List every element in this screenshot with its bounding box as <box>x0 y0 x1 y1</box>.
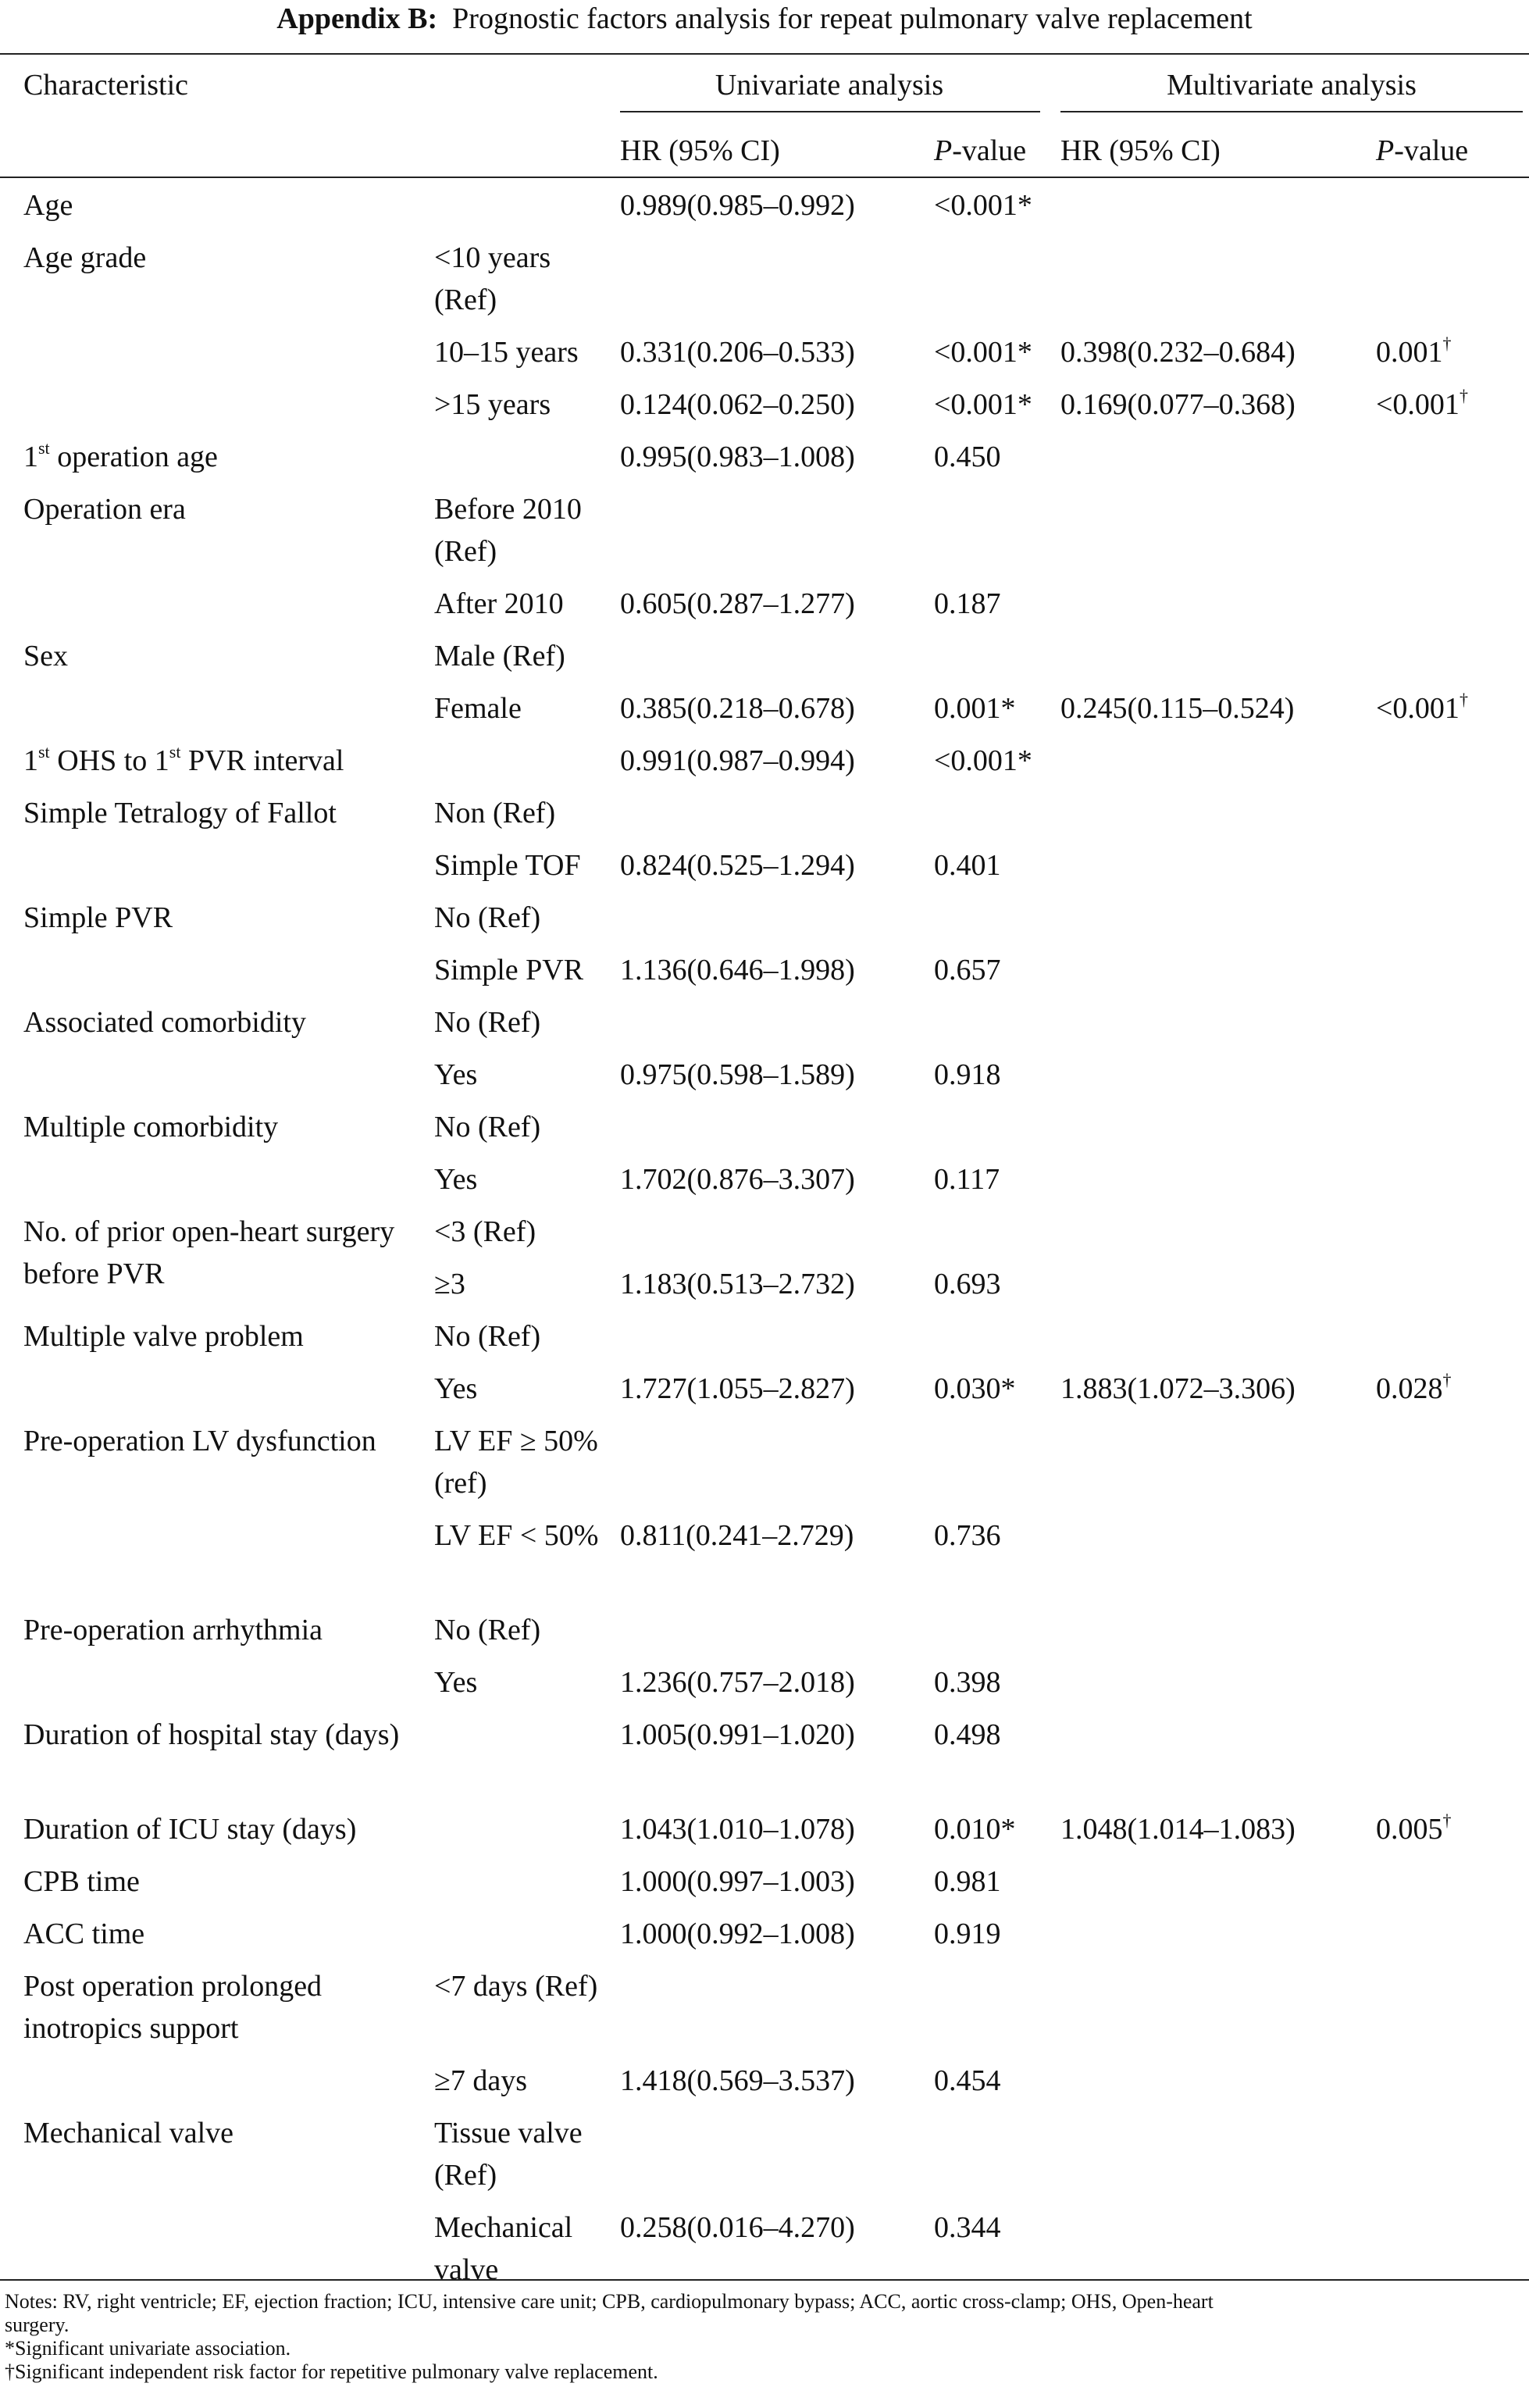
row-subgroup: No (Ref) <box>434 901 541 934</box>
row-multi-hr: 1.883(1.072–3.306) <box>1060 1372 1296 1405</box>
row-characteristic: Simple Tetralogy of Fallot <box>23 797 337 829</box>
row-subgroup: Yes <box>434 1163 478 1196</box>
row-subgroup: Simple PVR <box>434 954 584 986</box>
header-univariate: Univariate analysis <box>715 69 944 102</box>
multi-p-value: 0.005 <box>1376 1813 1443 1846</box>
characteristic-sup: st <box>169 742 181 762</box>
row-multi-hr: 1.048(1.014–1.083) <box>1060 1813 1296 1846</box>
header-multi-p-suffix: -value <box>1394 134 1469 167</box>
row-uni-p: 0.187 <box>934 587 1001 620</box>
row-uni-p: <0.001* <box>934 744 1032 777</box>
row-characteristic: Duration of hospital stay (days) <box>23 1718 400 1751</box>
row-uni-p: <0.001* <box>934 336 1032 369</box>
univariate-underline <box>620 111 1040 112</box>
table-title <box>0 2 1529 36</box>
note-line-3: *Significant univariate association. <box>5 2337 291 2360</box>
row-uni-p: 0.919 <box>934 1917 1001 1950</box>
row-uni-p: 0.693 <box>934 1268 1001 1300</box>
row-subgroup: Yes <box>434 1372 478 1405</box>
row-multi-p <box>1376 383 1468 426</box>
multi-p-value: 0.001 <box>1376 336 1443 369</box>
significance-dagger: † <box>1442 1370 1452 1390</box>
table-title-text: Prognostic factors analysis for repeat pulmonary valve replacement <box>452 2 1253 35</box>
row-characteristic: Duration of ICU stay (days) <box>23 1813 357 1846</box>
row-uni-p: 0.344 <box>934 2211 1001 2244</box>
row-multi-hr: 0.169(0.077–0.368) <box>1060 388 1296 421</box>
row-characteristic <box>23 740 429 782</box>
row-subgroup: No (Ref) <box>434 1320 541 1353</box>
row-characteristic: Pre-operation LV dysfunction <box>23 1425 376 1457</box>
row-characteristic: Sex <box>23 640 68 672</box>
row-subgroup: Yes <box>434 1666 478 1699</box>
header-multi-p-italic: P <box>1376 134 1395 167</box>
row-uni-hr: 1.043(1.010–1.078) <box>620 1813 855 1846</box>
row-subgroup: 10–15 years <box>434 336 579 369</box>
row-uni-hr: 0.975(0.598–1.589) <box>620 1058 855 1091</box>
characteristic-text: PVR interval <box>180 744 344 777</box>
row-subgroup: ≥3 <box>434 1268 465 1300</box>
row-uni-hr: 0.811(0.241–2.729) <box>620 1519 854 1552</box>
row-multi-p <box>1376 687 1468 730</box>
row-uni-hr: 0.124(0.062–0.250) <box>620 388 855 421</box>
row-uni-p: 0.010* <box>934 1813 1016 1846</box>
row-subgroup: ≥7 days <box>434 2064 528 2097</box>
header-uni-p-italic: P <box>934 134 953 167</box>
row-uni-p: 0.981 <box>934 1865 1001 1898</box>
row-characteristic: Multiple comorbidity <box>23 1111 279 1143</box>
row-uni-p: 0.498 <box>934 1718 1001 1751</box>
row-uni-p: 0.030* <box>934 1372 1016 1405</box>
row-uni-hr: 1.418(0.569–3.537) <box>620 2064 855 2097</box>
row-characteristic: CPB time <box>23 1865 140 1898</box>
bottom-rule <box>0 2279 1529 2281</box>
row-uni-hr: 0.991(0.987–0.994) <box>620 744 855 777</box>
row-subgroup: Male (Ref) <box>434 640 565 672</box>
row-uni-hr: 0.989(0.985–0.992) <box>620 189 855 222</box>
row-uni-p: 0.398 <box>934 1666 1001 1699</box>
header-uni-p <box>934 130 1026 172</box>
row-uni-hr: 0.605(0.287–1.277) <box>620 587 855 620</box>
row-characteristic: Simple PVR <box>23 901 173 934</box>
row-subgroup: LV EF ≥ 50% (ref) <box>434 1425 598 1500</box>
characteristic-text: OHS to 1 <box>49 744 169 777</box>
row-uni-hr: 1.727(1.055–2.827) <box>620 1372 855 1405</box>
row-multi-hr: 0.398(0.232–0.684) <box>1060 336 1296 369</box>
row-subgroup: Mechanical valve <box>434 2211 573 2286</box>
row-subgroup: After 2010 <box>434 587 564 620</box>
row-subgroup: >15 years <box>434 388 551 421</box>
row-subgroup: <7 days (Ref) <box>434 1970 598 2003</box>
row-subgroup: No (Ref) <box>434 1614 541 1646</box>
row-characteristic: Operation era <box>23 493 186 526</box>
top-rule <box>0 53 1529 55</box>
row-uni-p: 0.450 <box>934 441 1001 473</box>
row-subgroup: No (Ref) <box>434 1111 541 1143</box>
note-line-2: surgery. <box>5 2313 70 2336</box>
row-subgroup: Yes <box>434 1058 478 1091</box>
table-notes <box>0 2290 1529 2384</box>
row-uni-hr: 1.702(0.876–3.307) <box>620 1163 855 1196</box>
multi-p-value: 0.028 <box>1376 1372 1443 1405</box>
row-subgroup: <10 years (Ref) <box>434 241 551 316</box>
row-uni-hr: 0.258(0.016–4.270) <box>620 2211 855 2244</box>
row-uni-hr: 1.236(0.757–2.018) <box>620 1666 855 1699</box>
row-subgroup: Female <box>434 692 522 725</box>
header-uni-hr: HR (95% CI) <box>620 134 780 167</box>
characteristic-text: operation age <box>49 441 218 473</box>
header-multivariate: Multivariate analysis <box>1167 69 1417 102</box>
row-uni-p: <0.001* <box>934 388 1032 421</box>
significance-dagger: † <box>1459 386 1468 405</box>
row-characteristic: ACC time <box>23 1917 145 1950</box>
row-uni-p: 0.918 <box>934 1058 1001 1091</box>
header-characteristic: Characteristic <box>23 69 189 102</box>
row-uni-p: <0.001* <box>934 189 1032 222</box>
row-uni-p: 0.454 <box>934 2064 1001 2097</box>
row-characteristic: Associated comorbidity <box>23 1006 306 1039</box>
row-uni-hr: 1.136(0.646–1.998) <box>620 954 855 986</box>
row-characteristic: Age <box>23 189 73 222</box>
row-characteristic: No. of prior open-heart surgery before PVR <box>23 1215 395 1290</box>
row-uni-hr: 1.000(0.992–1.008) <box>620 1917 855 1950</box>
characteristic-sup: st <box>38 742 50 762</box>
row-subgroup: <3 (Ref) <box>434 1215 536 1248</box>
row-subgroup: Tissue valve (Ref) <box>434 2117 583 2192</box>
note-line-4: †Significant independent risk factor for repetitive pulmonary valve replacement. <box>5 2360 658 2383</box>
row-uni-p: 0.001* <box>934 692 1016 725</box>
multi-p-value: <0.001 <box>1376 388 1460 421</box>
header-uni-p-suffix: -value <box>952 134 1027 167</box>
row-subgroup: Non (Ref) <box>434 797 556 829</box>
row-characteristic: Pre-operation arrhythmia <box>23 1614 323 1646</box>
row-uni-hr: 0.995(0.983–1.008) <box>620 441 855 473</box>
row-uni-hr: 1.000(0.997–1.003) <box>620 1865 855 1898</box>
significance-dagger: † <box>1442 334 1452 353</box>
row-subgroup: Before 2010 (Ref) <box>434 493 582 568</box>
characteristic-sup: st <box>38 438 50 458</box>
row-characteristic: Mechanical valve <box>23 2117 234 2149</box>
significance-dagger: † <box>1442 1810 1452 1830</box>
header-multi-hr: HR (95% CI) <box>1060 134 1221 167</box>
significance-dagger: † <box>1459 690 1468 709</box>
row-subgroup: No (Ref) <box>434 1006 541 1039</box>
note-line-1: Notes: RV, right ventricle; EF, ejection fraction; ICU, intensive care unit; CPB, cardiopulmonary bypass; ACC, aortic cross-clamp; OHS, Open-heart <box>5 2290 1214 2313</box>
row-uni-hr: 1.005(0.991–1.020) <box>620 1718 855 1751</box>
table-title-label: Appendix B: <box>276 2 438 35</box>
multivariate-underline <box>1060 111 1523 112</box>
row-multi-hr: 0.245(0.115–0.524) <box>1060 692 1295 725</box>
row-characteristic <box>23 436 429 478</box>
characteristic-text: 1 <box>23 441 38 473</box>
row-subgroup: LV EF < 50% <box>434 1519 599 1552</box>
row-subgroup: Simple TOF <box>434 849 581 882</box>
header-bottom-rule <box>0 177 1529 178</box>
multi-p-value: <0.001 <box>1376 692 1460 725</box>
row-uni-p: 0.117 <box>934 1163 1000 1196</box>
row-uni-p: 0.401 <box>934 849 1001 882</box>
row-characteristic: Post operation prolonged inotropics support <box>23 1970 323 2045</box>
row-multi-p <box>1376 1808 1452 1850</box>
header-multi-p <box>1376 130 1468 172</box>
row-characteristic: Multiple valve problem <box>23 1320 304 1353</box>
characteristic-text: 1 <box>23 744 38 777</box>
row-uni-hr: 0.331(0.206–0.533) <box>620 336 855 369</box>
row-multi-p <box>1376 1368 1452 1410</box>
row-uni-hr: 1.183(0.513–2.732) <box>620 1268 855 1300</box>
row-uni-p: 0.657 <box>934 954 1001 986</box>
row-characteristic: Age grade <box>23 241 147 274</box>
row-uni-p: 0.736 <box>934 1519 1001 1552</box>
row-multi-p <box>1376 331 1452 373</box>
row-uni-hr: 0.385(0.218–0.678) <box>620 692 855 725</box>
row-uni-hr: 0.824(0.525–1.294) <box>620 849 855 882</box>
